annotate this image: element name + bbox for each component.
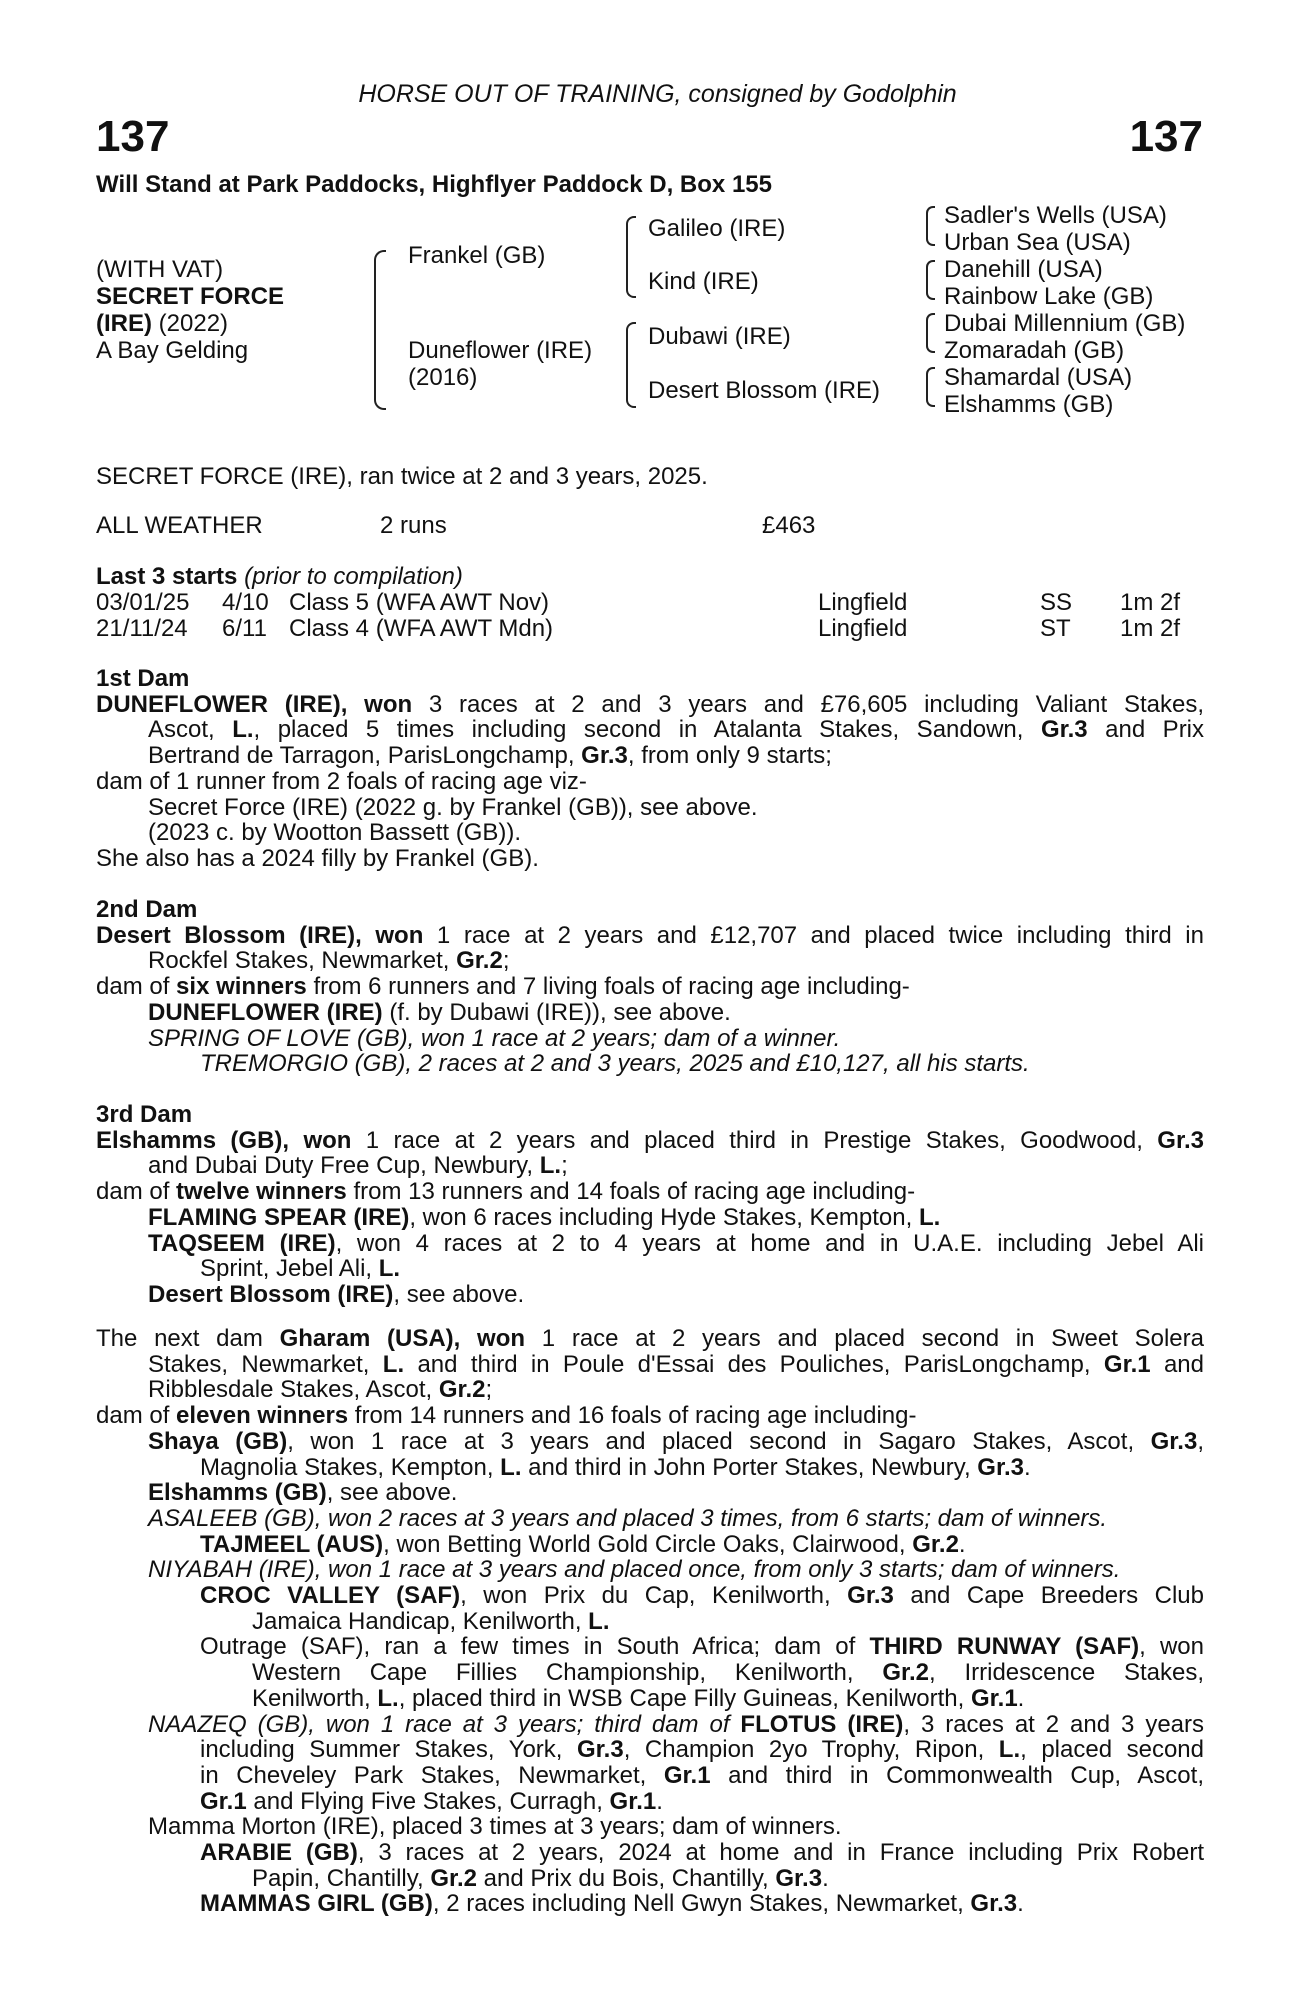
line-text: . (1017, 1890, 1024, 1918)
line-text: Outrage (SAF), ran a few times in South Africa; dam of (200, 1633, 870, 1661)
race-grade: Gr.3 (1040, 716, 1088, 744)
start-position: 6/11 (222, 615, 267, 642)
pedigree-brace-3b (926, 260, 935, 300)
ancestor: Dubai Millennium (GB) (944, 310, 1186, 337)
line-text: (f. by Dubawi (IRE)), see above. (382, 998, 731, 1026)
pedigree-brace-2b (626, 322, 636, 408)
line-text: . (822, 1864, 829, 1892)
second-dam-section (96, 897, 1204, 1077)
horse-year: (2022) (152, 310, 229, 337)
pedigree-line (96, 1737, 1204, 1763)
race-grade: Gr.3 (577, 1736, 624, 1764)
start-going: SS (1040, 589, 1073, 616)
line-text: and Dubai Duty Free Cup, Newbury, (148, 1152, 540, 1180)
pedigree-line: ASALEEB (GB), won 2 races at 3 years and placed 3 times, from 6 starts; dam of winners. (148, 1504, 1108, 1532)
line-text: , won (1139, 1633, 1204, 1661)
line-text: , placed third in WSB Cape Filly Guineas, Kenilworth, (398, 1684, 971, 1712)
pedigree-line (96, 1686, 1204, 1712)
start-date: 21/11/24 (96, 615, 188, 642)
pedigree-line (96, 1000, 1204, 1026)
line-text: from 13 runners and 14 foals of racing age including- (346, 1178, 916, 1206)
pedigree-line (96, 1480, 1204, 1506)
last-starts-note: (prior to compilation) (237, 563, 463, 590)
race-grade: Gr.2 (882, 1659, 930, 1687)
line-text: . (1017, 1684, 1025, 1712)
line-text: dam of (96, 1178, 177, 1206)
line-text: ; (502, 947, 510, 975)
progeny-name: Desert Blossom (IRE) (148, 1280, 394, 1308)
race-grade: L. (377, 1684, 399, 1712)
line-text: , placed second (1020, 1736, 1204, 1764)
start-date: 03/01/25 (96, 589, 190, 616)
progeny-name: DUNEFLOWER (IRE) (148, 998, 383, 1026)
pedigree-line (96, 1326, 1204, 1352)
progeny-name: MAMMAS GIRL (GB) (200, 1890, 433, 1918)
pedigree-brace-3d (926, 367, 935, 407)
allweather-label: ALL WEATHER (96, 512, 263, 539)
pedigree-line (96, 1429, 1204, 1455)
line-text: 3 races at 2 and 3 years and £76,605 including Valiant Stakes, (412, 690, 1205, 718)
next-dam-section (96, 1326, 1204, 1917)
horse-origin: (IRE) (96, 310, 152, 337)
ancestor: Danehill (USA) (944, 256, 1103, 283)
section-heading: 3rd Dam (96, 1101, 193, 1128)
progeny-name: Elshamms (GB) (148, 1479, 327, 1507)
progeny-name: Shaya (GB) (148, 1427, 288, 1455)
pedigree-brace-2a (626, 216, 636, 298)
line-text: and third in John Porter Stakes, Newbury, (521, 1453, 978, 1481)
line-text: and third in Commonwealth Cup, Ascot, (710, 1761, 1204, 1789)
section-heading: 1st Dam (96, 665, 190, 692)
pedigree-line (96, 1763, 1204, 1789)
pedigree-line (96, 923, 1204, 949)
sire: Frankel (GB) (408, 242, 546, 269)
line-text: Jamaica Handicap, Kenilworth, (252, 1607, 589, 1635)
line-text: , 3 races at 2 years, 2024 at home and in France including Prix Robert (357, 1839, 1205, 1867)
line-text: , placed 5 times including second in Atalanta Stakes, Sandown, (253, 716, 1041, 744)
line-text: , won Prix du Cap, Kenilworth, (460, 1582, 848, 1610)
dam-name: Duneflower (IRE) (408, 337, 593, 364)
pedigree-line (96, 948, 1204, 974)
pedigree-line: Secret Force (IRE) (2022 g. by Frankel (GB)), see above. (148, 793, 758, 821)
pedigree-brace-1 (374, 250, 386, 410)
pedigree-brace-3a (926, 206, 935, 246)
line-text: 1 race at 2 years and £12,707 and placed twice including third in (423, 921, 1204, 949)
pedigree-line (96, 743, 1204, 769)
stand-location: Will Stand at Park Paddocks, Highflyer Paddock D, Box 155 (96, 171, 772, 198)
horse-description: A Bay Gelding (96, 337, 249, 364)
pedigree-line (96, 1455, 1204, 1481)
line-text: in Cheveley Park Stakes, Newmarket, (200, 1761, 664, 1789)
race-grade: Gr.2 (912, 1530, 959, 1558)
progeny-name: TAQSEEM (IRE) (148, 1229, 336, 1257)
race-grade: Gr.1 (609, 1787, 657, 1815)
start-going: ST (1040, 615, 1071, 642)
pedigree-line (96, 1377, 1204, 1403)
lot-number-left: 137 (96, 112, 170, 161)
race-grade: L. (998, 1736, 1021, 1764)
pedigree-line (96, 1352, 1204, 1378)
last-starts-heading (96, 564, 463, 590)
line-text: Stakes, Newmarket, (148, 1350, 383, 1378)
line-text: . (656, 1787, 663, 1815)
pedigree-line (96, 717, 1204, 743)
pedigree-line (96, 1532, 1204, 1558)
pedigree-line (96, 1282, 1204, 1308)
line-text: and Cape Breeders Club (893, 1582, 1204, 1610)
race-grade: L. (588, 1607, 610, 1635)
pedigree-line (96, 692, 1204, 718)
race-grade: Gr.3 (1157, 1126, 1204, 1154)
race-grade: Gr.3 (775, 1864, 823, 1892)
progeny-name: THIRD RUNWAY (SAF) (869, 1633, 1140, 1661)
section-heading: 2nd Dam (96, 896, 198, 923)
start-course: Lingfield (818, 615, 908, 642)
line-text: , from only 9 starts; (627, 742, 832, 770)
pedigree-line (96, 974, 1204, 1000)
race-grade: Gr.1 (1103, 1350, 1151, 1378)
line-text: and third in Poule d'Essai des Pouliches, ParisLongchamp, (404, 1350, 1104, 1378)
line-text: , won 6 races including Hyde Stakes, Kempton, (409, 1203, 919, 1231)
pedigree-line: TREMORGIO (GB), 2 races at 2 and 3 years, 2025 and £10,127, all his starts. (200, 1050, 1030, 1078)
race-grade: L. (382, 1350, 405, 1378)
ancestor: Rainbow Lake (GB) (944, 283, 1154, 310)
grandparents (944, 202, 1185, 418)
pedigree-line (96, 1179, 1204, 1205)
allweather-amount: £463 (762, 512, 816, 539)
pedigree-line: NIYABAH (IRE), won 1 race at 3 years and placed once, from only 3 starts; dam of winners. (148, 1556, 1121, 1584)
line-text: dam of (96, 1402, 177, 1430)
pedigree-line (96, 1256, 1204, 1282)
line-text: 1 race at 2 years and placed second in Sweet Solera (525, 1325, 1204, 1352)
line-text: from 6 runners and 7 living foals of racing age including- (306, 973, 910, 1001)
line-text: , Champion 2yo Trophy, Ripon, (623, 1736, 999, 1764)
race-grade: Gr.2 (430, 1864, 478, 1892)
line-text: , won 1 race at 3 years and placed second in Sagaro Stakes, Ascot, (287, 1427, 1151, 1455)
race-grade: Gr.3 (970, 1890, 1018, 1918)
line-text: and (1150, 1350, 1205, 1378)
start-distance: 1m 2f (1120, 615, 1181, 642)
sire-dam: Kind (IRE) (648, 268, 759, 295)
progeny-name: FLOTUS (IRE) (740, 1710, 904, 1738)
line-text: . (1023, 1453, 1031, 1481)
dam-name: Gharam (USA), won (279, 1325, 526, 1352)
winner-count: eleven winners (176, 1402, 349, 1430)
line-text: Rockfel Stakes, Newmarket, (148, 947, 457, 975)
last-starts-title: Last 3 starts (96, 563, 238, 590)
winner-count: twelve winners (176, 1178, 347, 1206)
race-grade: Gr.1 (663, 1761, 711, 1789)
dam-name: DUNEFLOWER (IRE), won (96, 690, 413, 718)
line-text: Magnolia Stakes, Kempton, (200, 1453, 501, 1481)
race-grade: L. (378, 1255, 401, 1283)
line-text: , see above. (393, 1280, 525, 1308)
line-text: including Summer Stakes, York, (200, 1736, 577, 1764)
start-position: 4/10 (222, 589, 269, 616)
ancestor: Sadler's Wells (USA) (944, 202, 1167, 229)
lot-number-right: 137 (1129, 112, 1203, 161)
line-text: Ascot, (148, 716, 233, 744)
start-distance: 1m 2f (1120, 589, 1181, 616)
line-text: , (1197, 1427, 1204, 1455)
ancestor: Shamardal (USA) (944, 364, 1133, 391)
pedigree-line (96, 1403, 1204, 1429)
line-text: . (958, 1530, 966, 1558)
pedigree-line (96, 1128, 1204, 1154)
allweather-runs: 2 runs (380, 512, 447, 539)
line-text: Papin, Chantilly, (252, 1864, 431, 1892)
progeny-name: FLAMING SPEAR (IRE) (148, 1203, 410, 1231)
progeny-name: ARABIE (GB) (200, 1839, 358, 1867)
dam-name: Desert Blossom (IRE), won (96, 921, 424, 949)
line-text: , won 4 races at 2 to 4 years at home and in U.A.E. including Jebel Ali (335, 1229, 1204, 1257)
line-text: , see above. (326, 1479, 458, 1507)
ancestor: Elshamms (GB) (944, 391, 1114, 418)
race-grade: Gr.1 (200, 1787, 247, 1815)
progeny-name: CROC VALLEY (SAF) (200, 1582, 461, 1610)
start-class: Class 4 (WFA AWT Mdn) (289, 615, 554, 642)
line-text: , Irridescence Stakes, (929, 1659, 1204, 1687)
vat-note: (WITH VAT) (96, 256, 224, 283)
pedigree-line (96, 1866, 1204, 1892)
race-grade: Gr.3 (581, 742, 628, 770)
line-text: 1 race at 2 years and placed third in Prestige Stakes, Goodwood, (351, 1126, 1158, 1154)
line-text: Western Cape Fillies Championship, Kenilworth, (252, 1659, 883, 1687)
pedigree-line (96, 1712, 1204, 1738)
line-text: Sprint, Jebel Ali, (200, 1255, 379, 1283)
sire-sire: Galileo (IRE) (648, 215, 786, 242)
dam-dam: Desert Blossom (IRE) (648, 377, 881, 404)
dam-line (408, 337, 592, 391)
pedigree-line (96, 1153, 1204, 1179)
line-text: and Prix (1087, 716, 1205, 744)
line-text: , 2 races including Nell Gwyn Stakes, Newmarket, (432, 1890, 971, 1918)
pedigree-line (96, 1891, 1204, 1917)
line-text: Ribblesdale Stakes, Ascot, (148, 1376, 439, 1404)
pedigree-line (96, 1205, 1204, 1231)
race-grade: Gr.3 (1150, 1427, 1198, 1455)
pedigree-brace-3c (926, 313, 935, 353)
third-dam-section (96, 1102, 1204, 1308)
line-text: NAAZEQ (GB), won 1 race at 3 years; third dam of (148, 1710, 741, 1738)
consignment-header: HORSE OUT OF TRAINING, consigned by Godolphin (358, 80, 957, 108)
line-text: , 3 races at 2 and 3 years (903, 1710, 1205, 1738)
line-text: Kenilworth, (252, 1684, 378, 1712)
pedigree-line (96, 1789, 1204, 1815)
dam-name: Elshamms (GB), won (96, 1126, 352, 1154)
race-grade: L. (918, 1203, 941, 1231)
race-grade: L. (232, 716, 254, 744)
line-text: ; (561, 1152, 568, 1180)
pedigree-line (96, 1583, 1204, 1609)
pedigree-line (96, 1231, 1204, 1257)
race-grade: Gr.2 (456, 947, 503, 975)
pedigree-line (96, 1634, 1204, 1660)
start-class: Class 5 (WFA AWT Nov) (289, 589, 550, 616)
race-grade: Gr.3 (847, 1582, 894, 1610)
progeny-name: TAJMEEL (AUS) (200, 1530, 384, 1558)
ancestor: Zomaradah (GB) (944, 337, 1125, 364)
race-grade: L. (500, 1453, 522, 1481)
line-text: The next dam (96, 1325, 280, 1352)
horse-identity (96, 256, 284, 364)
horse-name: SECRET FORCE (96, 283, 285, 310)
race-grade: Gr.3 (977, 1453, 1024, 1481)
pedigree-line (96, 1660, 1204, 1686)
pedigree-line: (2023 c. by Wootton Bassett (GB)). (148, 819, 522, 847)
line-text: ; (485, 1376, 493, 1404)
pedigree-line (96, 1840, 1204, 1866)
race-summary: SECRET FORCE (IRE), ran twice at 2 and 3 years, 2025. (96, 463, 708, 490)
line-text: Bertrand de Tarragon, ParisLongchamp, (148, 742, 582, 770)
dam-sire: Dubawi (IRE) (648, 323, 791, 350)
pedigree-line: Mamma Morton (IRE), placed 3 times at 3 years; dam of winners. (148, 1813, 842, 1841)
line-text: and Flying Five Stakes, Curragh, (246, 1787, 610, 1815)
line-text: and Prix du Bois, Chantilly, (477, 1864, 776, 1892)
dam-year: (2016) (408, 364, 478, 391)
pedigree-line: SPRING OF LOVE (GB), won 1 race at 2 years; dam of a winner. (148, 1024, 841, 1052)
pedigree-line: dam of 1 runner from 2 foals of racing age viz- (96, 767, 587, 795)
race-grade: Gr.2 (438, 1376, 486, 1404)
start-course: Lingfield (818, 589, 908, 616)
first-dam-section (96, 666, 1204, 872)
race-grade: Gr.1 (970, 1684, 1018, 1712)
pedigree-line: She also has a 2024 filly by Frankel (GB). (96, 844, 539, 872)
race-grade: L. (539, 1152, 562, 1180)
ancestor: Urban Sea (USA) (944, 229, 1131, 256)
line-text: dam of (96, 973, 177, 1001)
pedigree-line (96, 1609, 1204, 1635)
winner-count: six winners (176, 973, 307, 1001)
line-text: from 14 runners and 16 foals of racing age including- (348, 1402, 917, 1430)
line-text: , won Betting World Gold Circle Oaks, Clairwood, (383, 1530, 913, 1558)
